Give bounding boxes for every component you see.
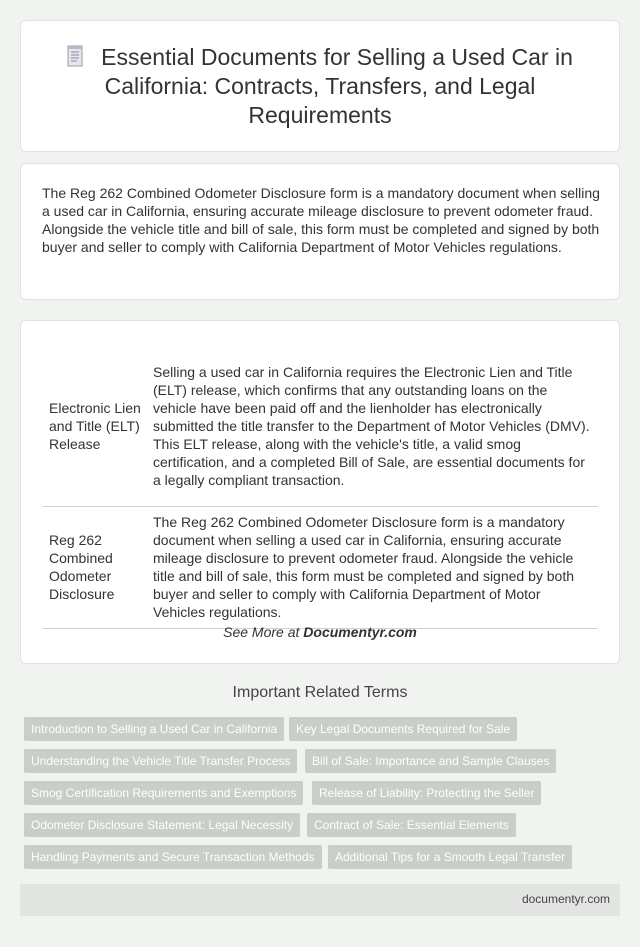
footer-site-link[interactable]: documentyr.com [521,892,610,906]
related-term-tag[interactable]: Handling Payments and Secure Transaction Methods [24,845,322,869]
related-term-tag[interactable]: Understanding the Vehicle Title Transfer Process [24,749,297,773]
table-description-cell: The Reg 262 Combined Odometer Disclosure form is a mandatory document when selling a used car in California, ensuring accurate mileage disclosure to prevent odometer fraud. Alongside the vehicle title and bill of sale, this form must be completed and signed by both buyer and seller to comply with California Department of Motor Vehicles regulations. [149,506,598,628]
title-card [20,20,620,152]
related-term-tag[interactable]: Release of Liability: Protecting the Seller [312,781,541,805]
table-term-cell: Reg 262 Combined Odometer Disclosure [43,506,149,628]
related-term-tag[interactable]: Key Legal Documents Required for Sale [289,717,517,741]
summary-card [20,163,620,300]
page-title [21,43,619,130]
related-term-tag[interactable]: Introduction to Selling a Used Car in California [24,717,284,741]
table-description-cell: Selling a used car in California requires the Electronic Lien and Title (ELT) release, which confirms that any outstanding loans on the vehicle have been paid off and the lienholder has electronically submitted the title transfer to the Department of Motor Vehicles (DMV). This ELT release, along with the vehicle's title, a valid smog certification, and a completed Bill of Sale, are essential documents for a legally compliant transaction. [149,347,598,506]
related-term-tag[interactable]: Odometer Disclosure Statement: Legal Necessity [24,813,300,837]
page-title-line-1: Essential Documents for Selling a Used Car in [101,44,573,70]
summary-text: The Reg 262 Combined Odometer Disclosure form is a mandatory document when selling a used car in California, ensuring accurate mileage disclosure to prevent odometer fraud. Alongside the vehicle title and bill of sale, this form must be completed and signed by both buyer and seller to comply with California Department of Motor Vehicles regulations. [42,185,600,255]
see-more-link[interactable] [21,624,619,640]
table-term-cell: Electronic Lien and Title (ELT) Release [43,347,149,506]
documents-table [43,347,598,629]
related-term-tag[interactable]: Bill of Sale: Importance and Sample Clauses [305,749,556,773]
table-row [43,347,598,506]
see-more-site: Documentyr.com [303,624,417,640]
see-more-prefix: See More at [223,624,304,640]
footer [20,884,620,916]
related-term-tag[interactable]: Contract of Sale: Essential Elements [307,813,516,837]
document-icon [67,45,83,67]
documents-table-card [20,320,620,664]
related-term-tag[interactable]: Additional Tips for a Smooth Legal Transfer [328,845,572,869]
related-terms-heading: Important Related Terms [232,684,408,701]
page-title-line-2: California: Contracts, Transfers, and Legal [104,73,536,99]
related-term-tag[interactable]: Smog Certification Requirements and Exemptions [24,781,303,805]
table-row [43,506,598,628]
page-title-line-3: Requirements [248,102,392,128]
